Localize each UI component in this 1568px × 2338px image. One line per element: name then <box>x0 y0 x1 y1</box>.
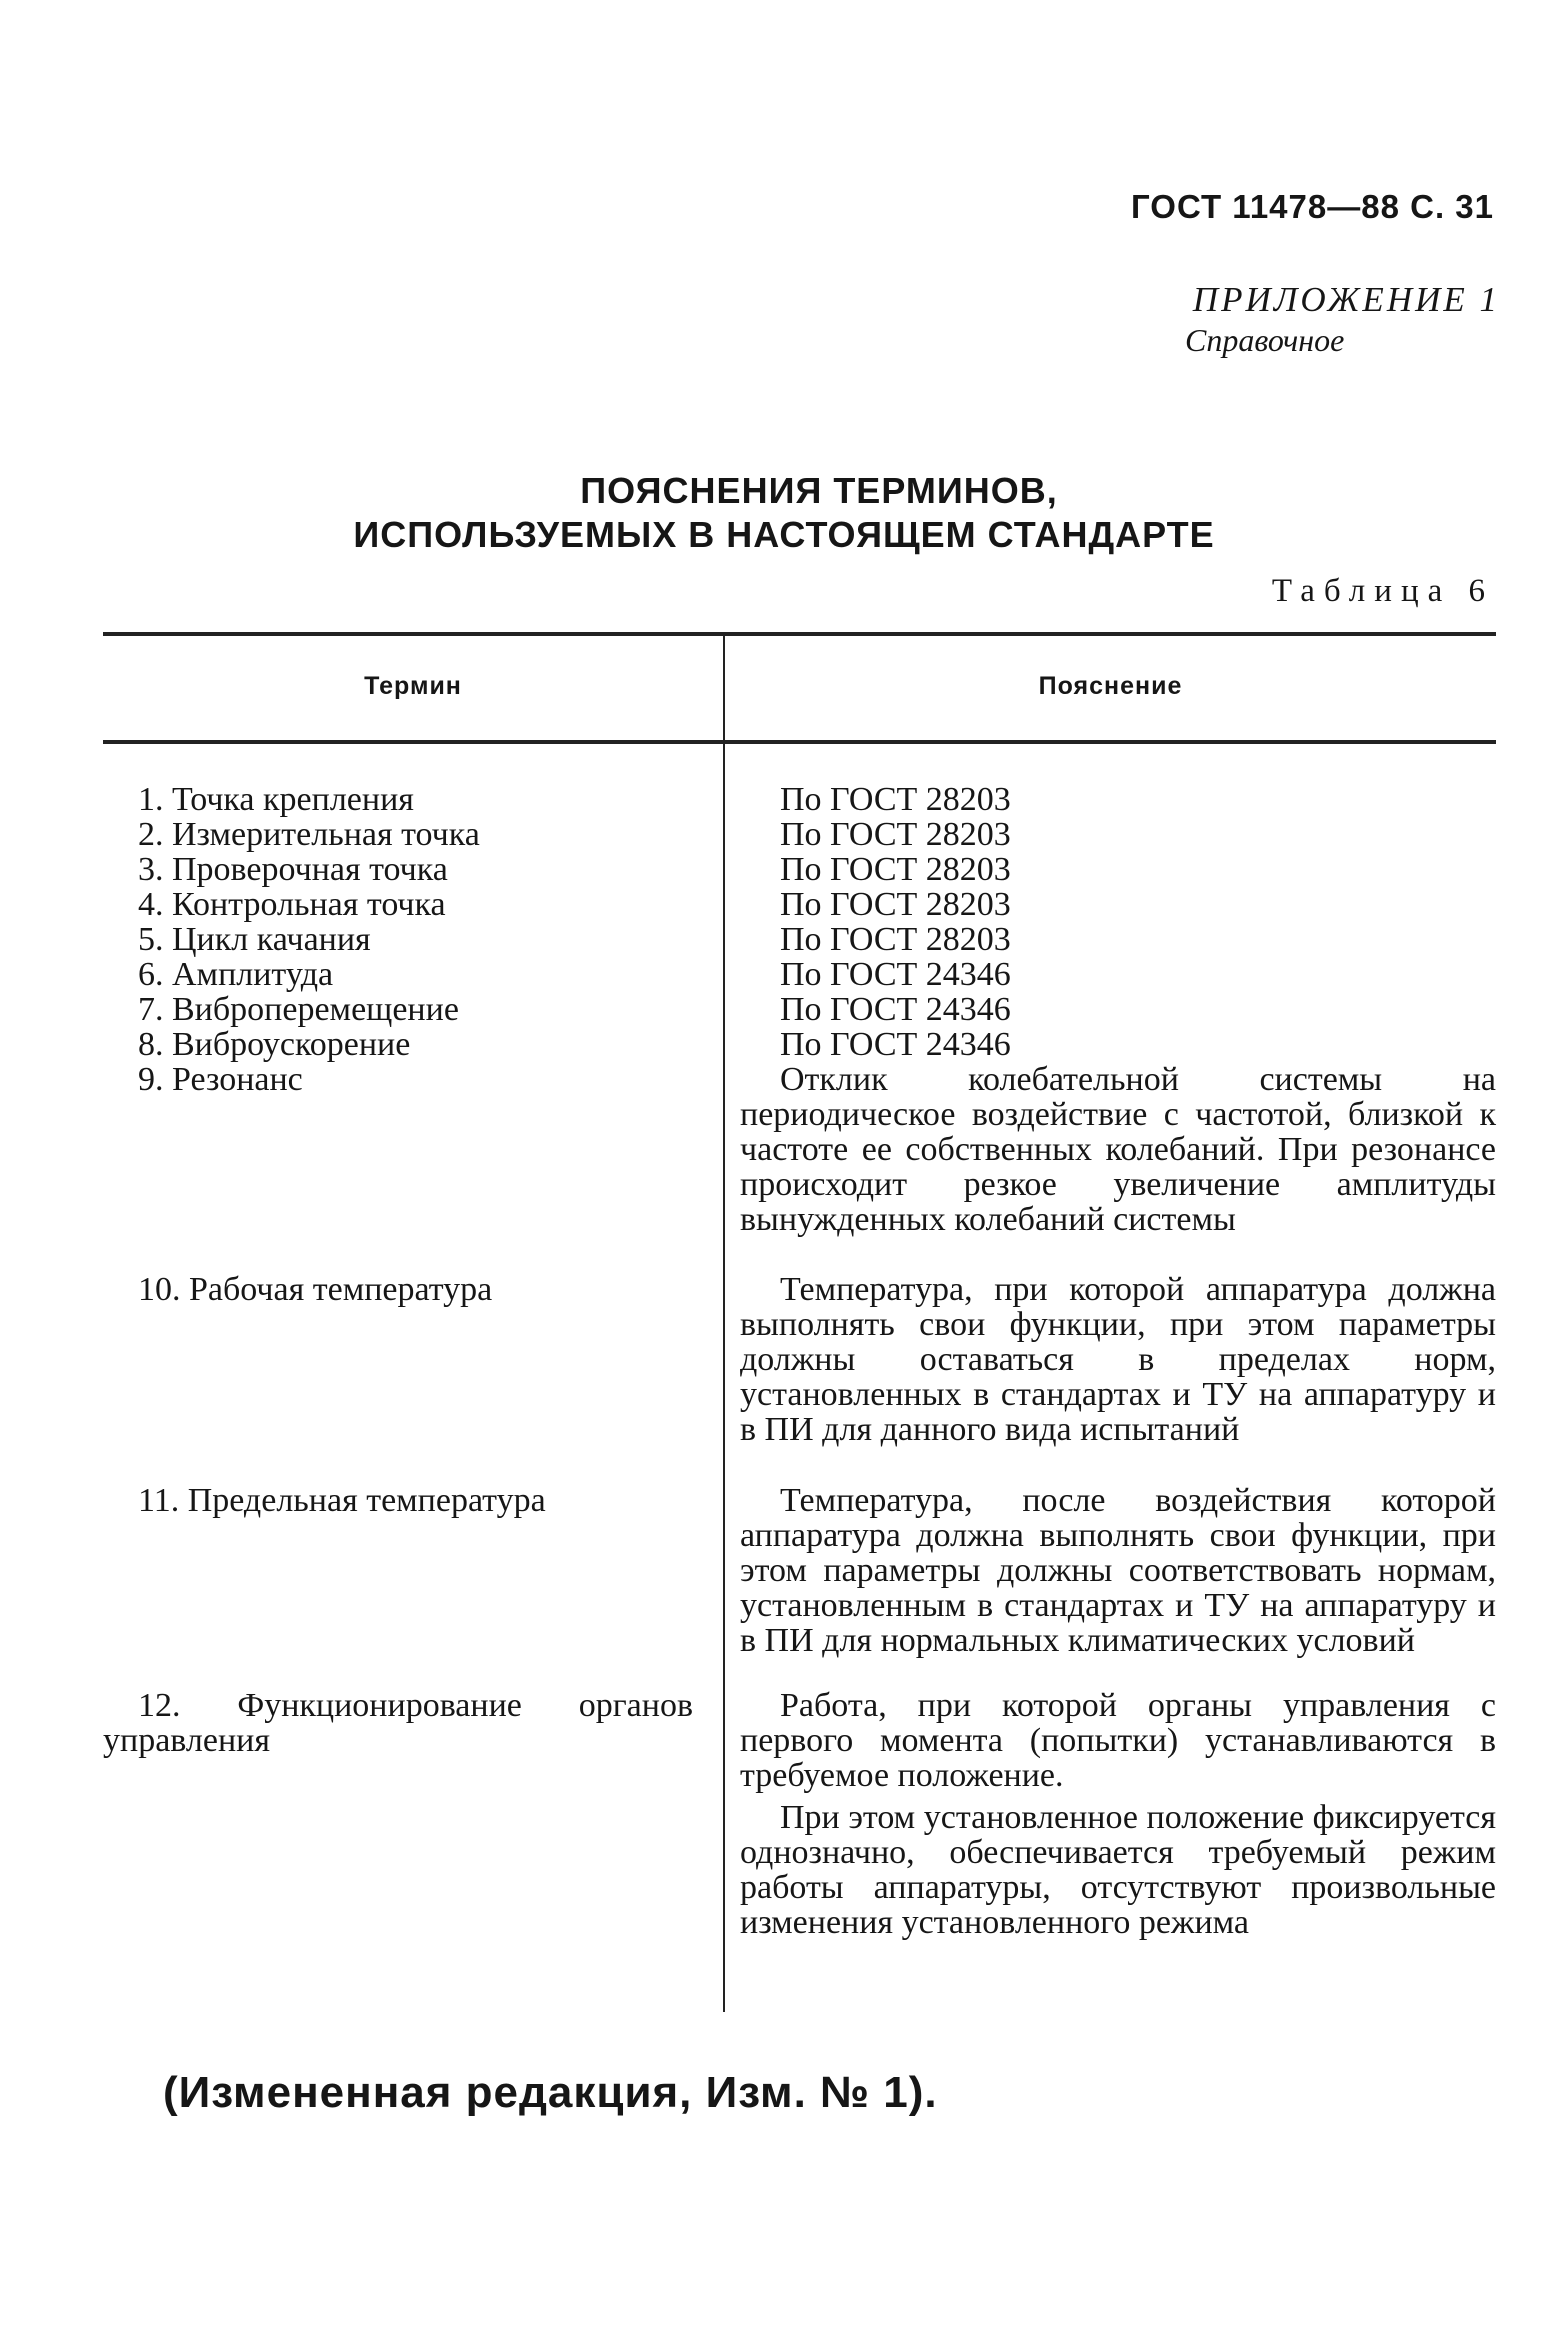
column-header-definition: Пояснение <box>1038 672 1183 700</box>
term-8: 8. Виброускорение <box>138 1026 411 1063</box>
term-3: 3. Проверочная точка <box>138 851 448 888</box>
term-11: 11. Предельная температура <box>138 1482 546 1519</box>
definition-8: По ГОСТ 24346 <box>780 1026 1011 1063</box>
appendix-label: ПРИЛОЖЕНИЕ 1 <box>1192 280 1500 319</box>
definition-4: По ГОСТ 28203 <box>780 886 1011 923</box>
definition-2: По ГОСТ 28203 <box>780 816 1011 853</box>
page-header: ГОСТ 11478—88 С. 31 <box>1131 188 1494 225</box>
definition-5: По ГОСТ 28203 <box>780 921 1011 958</box>
definition-6: По ГОСТ 24346 <box>780 956 1011 993</box>
term-1: 1. Точка крепления <box>138 781 414 818</box>
term-9: 9. Резонанс <box>138 1061 303 1098</box>
term-7: 7. Виброперемещение <box>138 991 459 1028</box>
term-6: 6. Амплитуда <box>138 956 334 993</box>
table-top-rule <box>103 632 1496 636</box>
table-label: Таблица 6 <box>1271 573 1494 609</box>
amendment-note: (Измененная редакция, Изм. № 1). <box>163 2068 938 2117</box>
definition-10: Температура, при которой аппаратура должна выполнять свои функции, при этом параметры должны оставаться в пределах норм, установленных в стандартах и ТУ на аппаратуру и в ПИ для данного вида испытаний <box>740 1271 1496 1448</box>
term-2: 2. Измерительная точка <box>138 816 480 853</box>
table-header-rule <box>103 740 1496 744</box>
column-header-term: Термин <box>364 672 462 700</box>
definition-3: По ГОСТ 28203 <box>780 851 1011 888</box>
definition-7: По ГОСТ 24346 <box>780 991 1011 1028</box>
page-title-line-2: ИСПОЛЬЗУЕМЫХ В НАСТОЯЩЕМ СТАНДАРТЕ <box>353 514 1215 555</box>
definition-1: По ГОСТ 28203 <box>780 781 1011 818</box>
page-title-line-1: ПОЯСНЕНИЯ ТЕРМИНОВ, <box>580 470 1058 511</box>
term-4: 4. Контрольная точка <box>138 886 446 923</box>
term-12: 12. Функционирование органов управления <box>103 1687 693 1759</box>
definition-9: Отклик колебательной системы на периодическое воздействие с частотой, близкой к частоте ее собственных колебаний. При резонансе происходит резкое увеличение амплитуды вынужденных колебаний системы <box>740 1061 1496 1238</box>
definition-12-continued: При этом установленное положение фиксируется однозначно, обеспечивается требуемый режим работы аппаратуры, отсутствуют произвольные изменения установленного режима <box>740 1799 1496 1941</box>
term-10: 10. Рабочая температура <box>138 1271 493 1308</box>
definition-11: Температура, после воздействия которой аппаратура должна выполнять свои функции, при этом параметры должны соответствовать нормам, установленным в стандартах и ТУ на аппаратуру и в ПИ для нормальных климатических условий <box>740 1482 1496 1659</box>
definition-12: Работа, при которой органы управления с первого момента (попытки) устанавливаются в требуемое положение. <box>740 1687 1496 1794</box>
term-5: 5. Цикл качания <box>138 921 371 958</box>
appendix-type: Справочное <box>1185 322 1345 358</box>
table-column-divider <box>723 632 725 2012</box>
